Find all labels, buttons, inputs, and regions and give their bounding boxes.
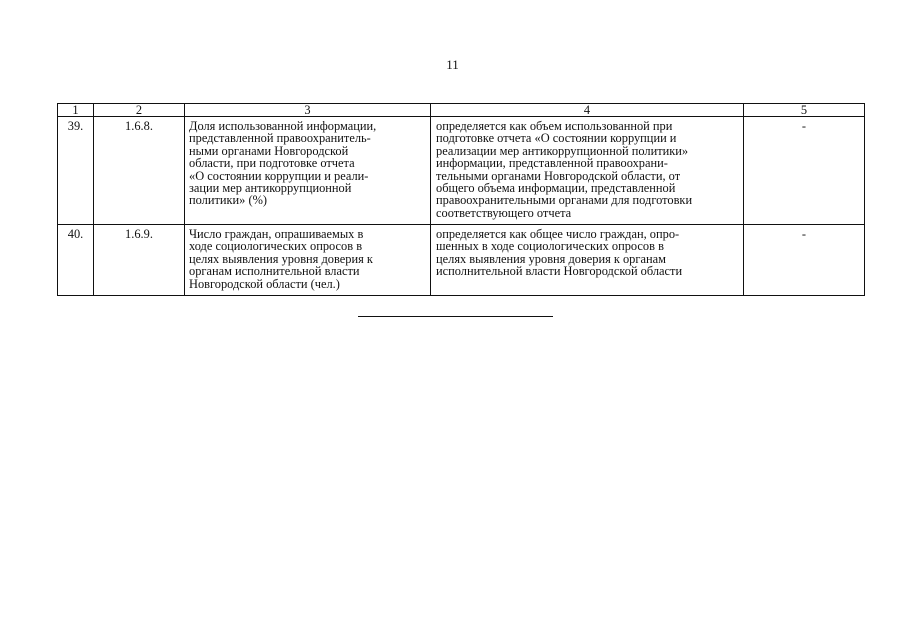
indicator-name-line: политики» (%) [189, 193, 268, 208]
definition-line: определяется как общее число граждан, опро- [436, 227, 680, 241]
indicator-name-line: зации мер антикоррупционной [189, 181, 352, 196]
indicator-name-line: Доля использованной информации, [189, 119, 377, 133]
definition-line: целях выявления уровня доверия к органам [436, 251, 666, 266]
indicator-name-line: области, при подготовке отчета [189, 156, 355, 171]
definition-line: тельными органами Новгородской области, от [436, 168, 681, 183]
column-header-2: 2 [94, 104, 185, 117]
indicator-value: - [744, 117, 865, 225]
row-number: 39. [58, 117, 94, 225]
indicator-name-line: «О состоянии коррупции и реали- [189, 168, 369, 183]
indicator-name-line: целях выявления уровня доверия к [189, 251, 373, 266]
row-number: 40. [58, 225, 94, 296]
indicator-name [185, 225, 431, 296]
indicator-name-line: Число граждан, опрашиваемых в [189, 227, 364, 241]
definition-line: реализации мер антикоррупционной политики» [436, 143, 689, 158]
definition-line: правоохранительными органами для подготовки [436, 193, 693, 208]
table-header-row [58, 104, 865, 117]
indicator-name-line: ходе социологических опросов в [189, 239, 363, 254]
definition-line: соответствующего отчета [436, 205, 572, 220]
indicator-name-line: Новгородской области (чел.) [189, 276, 340, 291]
indicator-definition [431, 225, 744, 296]
definition-line: общего объема информации, представленной [436, 181, 676, 196]
indicator-definition [431, 117, 744, 225]
indicator-code: 1.6.8. [94, 117, 185, 225]
table-row [58, 117, 865, 225]
indicator-code: 1.6.9. [94, 225, 185, 296]
column-header-3: 3 [185, 104, 431, 117]
table-row [58, 225, 865, 296]
definition-line: шенных в ходе социологических опросов в [436, 239, 664, 254]
column-header-5: 5 [744, 104, 865, 117]
column-header-4: 4 [431, 104, 744, 117]
indicator-name [185, 117, 431, 225]
indicators-table [57, 103, 865, 296]
column-header-1: 1 [58, 104, 94, 117]
page-number: 11 [446, 57, 459, 72]
definition-line: определяется как объем использованной при [436, 119, 673, 133]
indicator-value: - [744, 225, 865, 296]
definition-line: исполнительной власти Новгородской области [436, 264, 683, 279]
indicator-name-line: ными органами Новгородской [189, 143, 349, 158]
definition-line: информации, представленной правоохрани- [436, 156, 668, 171]
indicator-name-line: представленной правоохранитель- [189, 131, 371, 146]
indicator-name-line: органам исполнительной власти [189, 264, 360, 279]
definition-line: подготовке отчета «О состоянии коррупции и [436, 131, 677, 146]
end-divider-line [358, 316, 553, 317]
